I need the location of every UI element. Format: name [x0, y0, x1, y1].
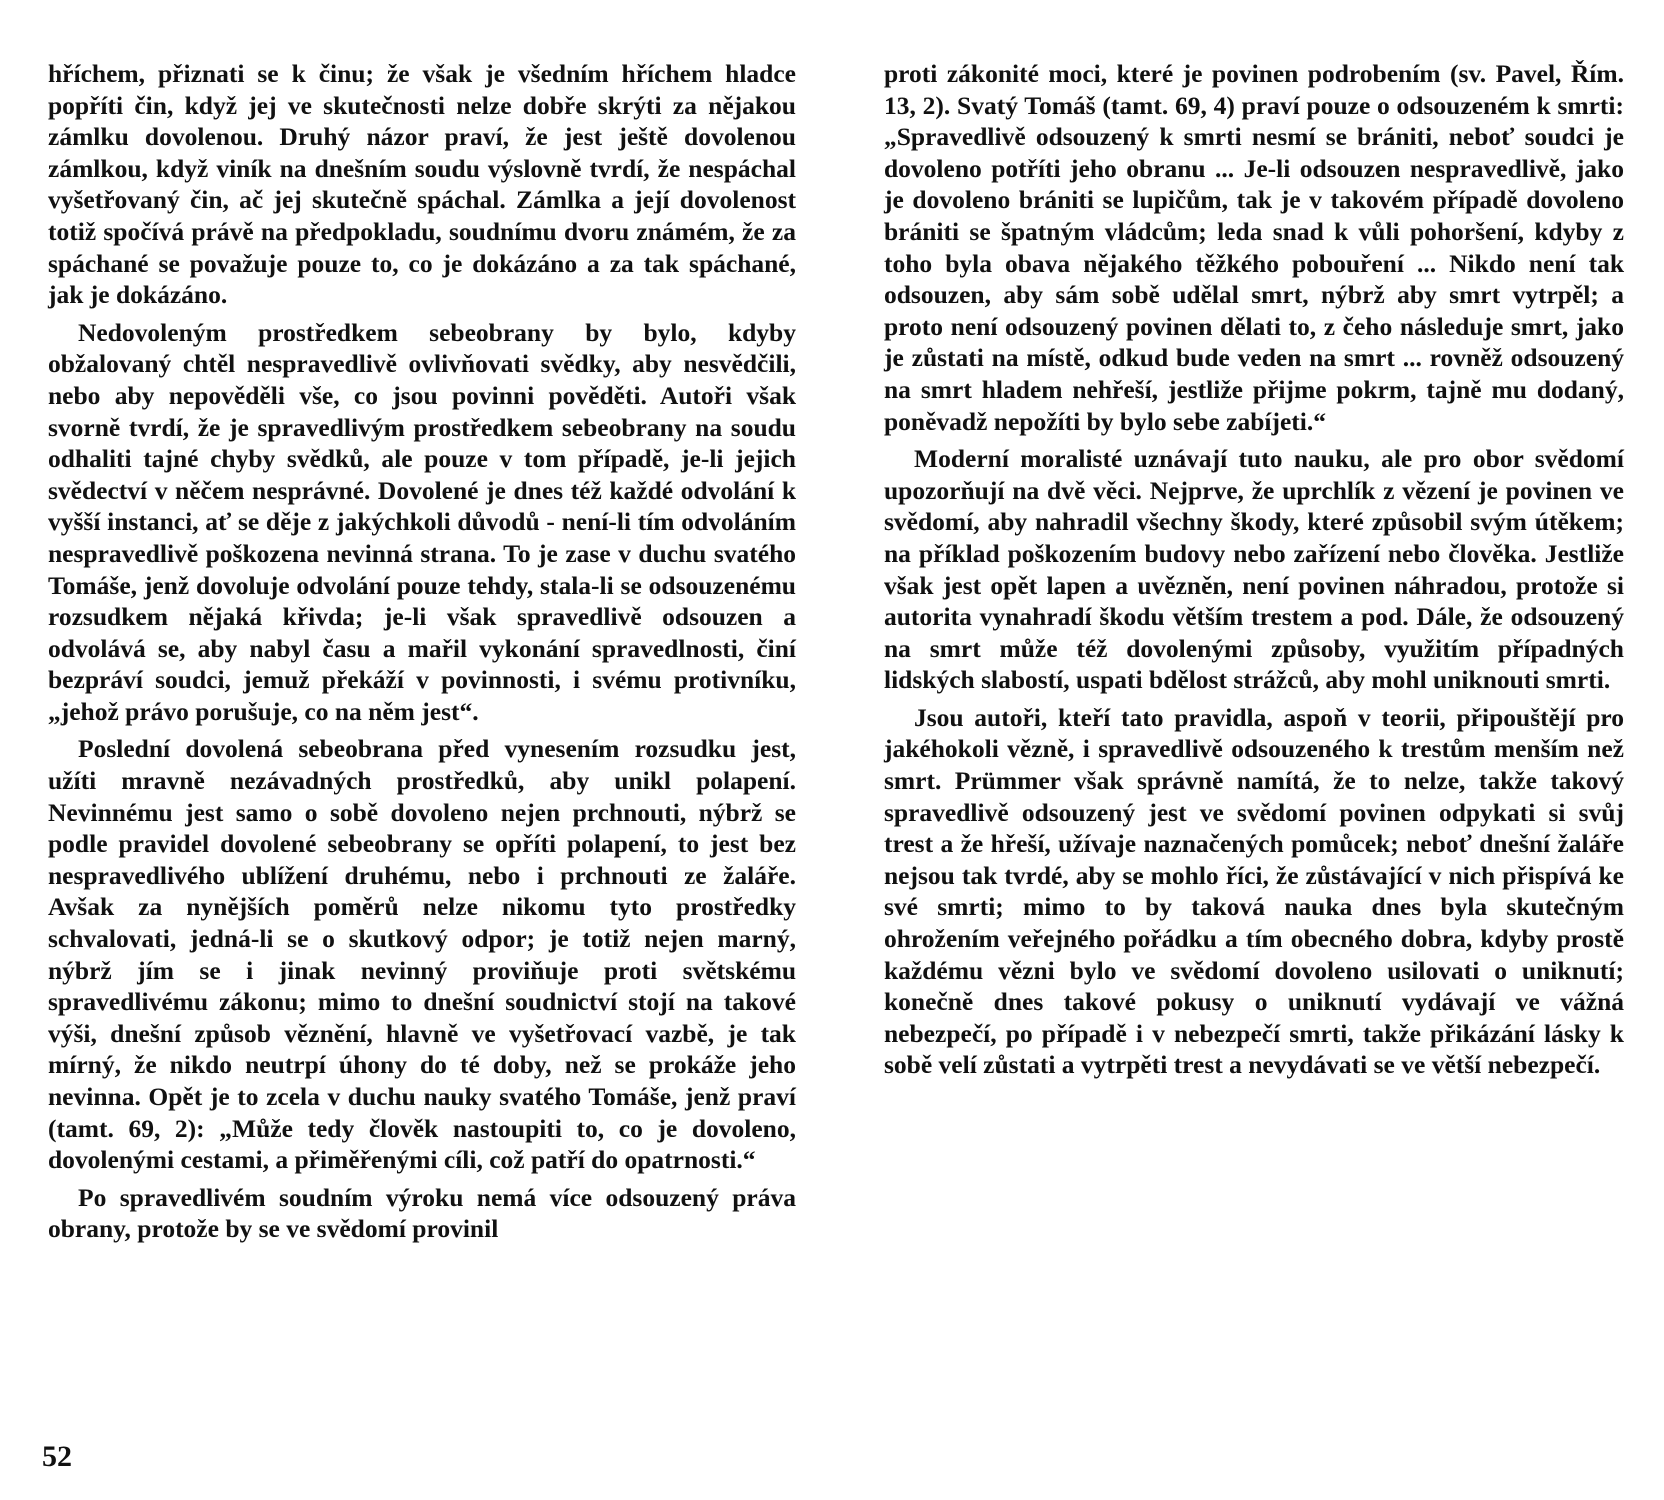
left-paragraph-4: Po spravedlivém soudním výroku nemá více odsouzený práva obrany, protože by se ve svědomí provinil	[48, 1182, 796, 1244]
right-column	[884, 58, 1624, 1087]
left-paragraph-1: hříchem, přiznati se k činu; že však je všedním hříchem hladce popříti čin, když jej ve skutečnosti nelze dobře skrýti za nějakou zámlku dovolenou. Druhý názor praví, že jest ještě dovolenou zámlkou, když viník na dnešním soudu výslovně tvrdí, že nespáchal vyšetřovaný čin, ač jej skutečně spáchal. Zámlka a její dovolenost totiž spočívá právě na předpokladu, soudnímu dvoru známém, že za spáchané se považuje pouze to, co je dokázáno a za tak spáchané, jak je dokázáno.	[48, 59, 796, 310]
left-paragraph-2: Nedovoleným prostředkem sebeobrany by bylo, kdyby obžalovaný chtěl nespravedlivě ovlivňovati svědky, aby nesvědčili, nebo aby nepověděli vše, co jsou povinni pověděti. Autoři však svorně tvrdí, že je spravedlivým prostředkem sebeobrany na soudu odhaliti tajné chyby svědků, ale pouze v tom případě, je-li jejich svědectví v něčem nesprávné. Dovolené je dnes též každé odvolání k vyšší instanci, ať se děje z jakýchkoli důvodů - není-li tím odvoláním nespravedlivě poškozena nevinná strana. To je zase v duchu svatého Tomáše, jenž dovoluje odvolání pouze tehdy, stala-li se odsouzenému rozsudkem nějaká křivda; je-li však spravedlivě odsouzen a odvolává se, aby nabyl času a mařil vykonání spravedlnosti, činí bezpráví soudci, jemuž překáží v povinnosti, i svému protivníku, „jehož právo porušuje, co na něm jest“.	[48, 317, 796, 726]
page-number: 52	[42, 1440, 72, 1473]
right-paragraph-3: Jsou autoři, kteří tato pravidla, aspoň v teorii, připouštějí pro jakéhokoli vězně, i spravedlivě odsouzeného k trestům menším než smrt. Prümmer však správně namítá, že to nelze, takže takový spravedlivě odsouzený jest ve svědomí povinen odpykati si svůj trest a že hřeší, užívaje naznačených pomůcek; neboť dnešní žaláře nejsou tak tvrdé, aby se mohlo říci, že zůstávající v nich přispívá ke své smrti; mimo to by taková nauka dnes byla skutečným ohrožením veřejného pořádku a tím obecného dobra, kdyby prostě každému vězni bylo ve svědomí dovoleno usilovati o uniknutí; konečně dnes takové pokusy o uniknutí vydávají ve vážná nebezpečí, po případě i v nebezpečí smrti, takže přikázání lásky k sobě velí zůstati a vytrpěti trest a nevydávati se ve větší nebezpečí.	[884, 702, 1624, 1080]
left-column	[48, 58, 796, 1251]
right-paragraph-1: proti zákonité moci, které je povinen podrobením (sv. Pavel, Řím. 13, 2). Svatý Tomáš (tamt. 69, 4) praví pouze o odsouzeném k smrti: „Spravedlivě odsouzený k smrti nesmí se brániti, neboť soudci je dovoleno potříti jeho obranu ... Je-li odsouzen nespravedlivě, jako je dovoleno brániti se lupičům, tak je v takovém případě dovoleno brániti se špatným vládcům; leda snad k vůli pohoršení, kdyby z toho byla obava nějakého těžkého pobouření ... Nikdo není tak odsouzen, aby sám sobě udělal smrt, nýbrž aby smrt vytrpěl; a proto není odsouzený povinen dělati to, z čeho následuje smrt, jako je zůstati na místě, odkud bude veden na smrt ... rovněž odsouzený na smrt hladem nehřeší, jestliže přijme pokrm, tajně mu dodaný, poněvadž nepožíti by bylo sebe zabíjeti.“	[884, 59, 1624, 436]
left-paragraph-3: Poslední dovolená sebeobrana před vynesením rozsudku jest, užíti mravně nezávadných prostředků, aby unikl polapení. Nevinnému jest samo o sobě dovoleno nejen prchnouti, nýbrž se podle pravidel dovolené sebeobrany se opříti polapení, to jest bez nespravedlivého ublížení druhému, nebo i prchnouti ze žaláře. Avšak za nynějších poměrů nelze nikomu tyto prostředky schvalovati, jedná-li se o skutkový odpor; je totiž nejen marný, nýbrž jím se i jinak nevinný proviňuje proti světskému spravedlivému zákonu; mimo to dnešní soudnictví stojí na takové výši, dnešní způsob věznění, hlavně ve vyšetřovací vazbě, je tak mírný, že nikdo neutrpí úhony do té doby, než se prokáže jeho nevinna. Opět je to zcela v duchu nauky svatého Tomáše, jenž praví (tamt. 69, 2): „Může tedy člověk nastoupiti to, co je dovoleno, dovolenými cestami, a přiměřenými cíli, což patří do opatrnosti.“	[48, 734, 796, 1175]
right-paragraph-2: Moderní moralisté uznávají tuto nauku, ale pro obor svědomí upozorňují na dvě věci. Nejprve, že uprchlík z vězení je povinen ve svědomí, aby nahradil všechny škody, které způsobil svým útěkem; na příklad poškozením budovy nebo zařízení nebo člověka. Jestliže však jest opět lapen a uvězněn, není povinen náhradou, protože si autorita vynahradí škodu větším trestem a pod. Dále, že odsouzený na smrt může též dovolenými způsoby, využitím případných lidských slabostí, uspati bdělost strážců, aby mohl uniknouti smrti.	[884, 444, 1624, 695]
